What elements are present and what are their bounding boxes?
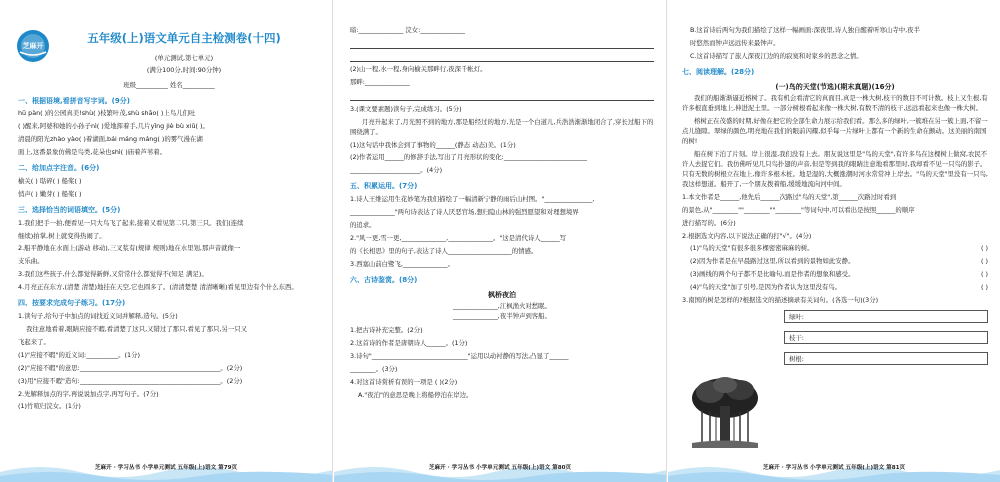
judge-blank[interactable]: ( ) bbox=[980, 270, 988, 279]
answer-box-roots[interactable] bbox=[784, 352, 988, 365]
answer-line[interactable]: (3)用"应接不暇"造句:____________________________________________。(2分) bbox=[18, 376, 243, 385]
reading-paragraph: 船在树下泊了片刻。岸上很湿,我们没有上去。朋友说这里是"鸟的天堂",有许多鸟在这棵树上做窝,农民不许人去捉它们。我仿佛听见几只鸟扑翅的声音,但是等到我的眼睛注意地看那里时,我却看不见一只鸟的影子。只有无数的树根立在地上,像许多根木桩。地是湿的,大概涨潮时河水常常冲上岸去。"鸟的天堂"里没有一只鸟,我这样想道。船开了,一个朋友拨着船,缓缓地流向河中间。 bbox=[682, 150, 988, 188]
pinyin-line[interactable]: hū pàn( )的公园真美!shù( )枝繁叶茂,shù shāo( )上鸟儿们吐 bbox=[18, 109, 196, 118]
answer-line[interactable]: (2)作者运用______的修辞手法,写出了月亮形状的变化:__________________________ bbox=[350, 153, 587, 162]
footer-text: 芝麻开 · 学习丛书 小学单元测试 五年级(上)语文 第79页 bbox=[94, 465, 238, 472]
answer-line[interactable]: 1.本文作者是______,他先后______次路过"鸟的天堂",第______次路过时看到 bbox=[682, 192, 897, 201]
class-name-field[interactable]: 班级__________ 姓名__________ bbox=[123, 80, 215, 89]
question-line[interactable]: 4.对这首诗赏析有误的一项是 ( )(2分) bbox=[350, 377, 458, 386]
choice-line[interactable]: 3.我们这些孩子,什么都觉得新鲜,又常常什么都觉得不(知足 满足)。 bbox=[18, 270, 208, 279]
judge-item[interactable] bbox=[682, 283, 988, 293]
choice-line[interactable]: 2.船平静地在水面上(游动 移动),三叉浆有(规律 规则)地在水里划,那声音就像一 bbox=[18, 244, 241, 253]
judge-text: (4)"鸟的天堂"加了引号,是因为作者认为这里没有鸟。 bbox=[690, 283, 842, 292]
judge-item[interactable] bbox=[682, 270, 988, 280]
section-7-heading: 七、阅读理解。(28分) bbox=[682, 67, 755, 76]
poem-line[interactable]: ______________,江枫渔火对愁眠。 bbox=[453, 302, 551, 311]
reading-passage: 月亮升起来了,月光照不到的地方,那是船经过的地方,光是一个白道儿,兵浩浩渐渐地闭合了,穿长过船下的围绕满了。 bbox=[350, 117, 654, 136]
question-line: 1.读句子,给句子中加点的词找近义词并解释,造句。(5分) bbox=[18, 312, 178, 321]
answer-line[interactable]: ______________"两句诗表达了诗人厌恶官场,想归隐山林的强烈愿望和对理想境界 bbox=[350, 208, 579, 217]
judge-item[interactable] bbox=[682, 257, 988, 267]
score-time: (满分100分,时间:90分钟) bbox=[146, 65, 222, 74]
unit-subtitle: (单元测试,第七单元) bbox=[154, 53, 214, 62]
choice-line[interactable]: 继续)拍掌,树上就变得热闹了。 bbox=[18, 231, 106, 240]
question-line: 飞起来了。 bbox=[18, 337, 50, 346]
answer-line[interactable]: (2)"应接不暇"的意思:____________________________________________。(2分) bbox=[18, 363, 243, 372]
answer-line[interactable]: 的《长相思》里的句子,表达了诗人____________________的情感。 bbox=[350, 246, 538, 255]
phonetic-line[interactable]: 悄声( ) 嫩芽( ) 船桨( ) bbox=[18, 189, 82, 198]
phonetic-line[interactable]: 榆关( ) 聒碎( ) 船桨( ) bbox=[18, 176, 82, 185]
section-3-heading: 三、选择恰当的词语填空。(5分) bbox=[18, 205, 121, 214]
judge-item[interactable] bbox=[682, 244, 988, 254]
answer-rule[interactable] bbox=[350, 52, 654, 62]
box-label: 树根: bbox=[789, 355, 804, 364]
section-6-heading: 六、古诗鉴赏。(8分) bbox=[350, 275, 418, 284]
answer-line[interactable]: ______________________。(4分) bbox=[350, 166, 443, 175]
footer-text: 芝麻开 · 学习丛书 小学单元测试 五年级(上)语文 第80页 bbox=[428, 465, 572, 472]
option-line: C.这首诗描写了旅人深夜江边的的寂寞和对家乡的思念之情。 bbox=[690, 51, 863, 60]
box-label: 枝干: bbox=[789, 334, 804, 343]
page-title: 五年级(上)语文单元自主检测卷(十四) bbox=[87, 31, 281, 45]
section-4-heading: 四、按要求完成句子练习。(17分) bbox=[18, 299, 126, 308]
answer-line[interactable]: 3.西塞山前白鹭飞,______________。 bbox=[350, 259, 454, 268]
pinyin-line[interactable]: ( )醒来,阿婆和她的小孙子nì( )爱地挥着手,几片yǐng jiè bù xiǔ( )。 bbox=[18, 122, 209, 131]
choice-line[interactable]: 1.我们把手一拍,便看见一只大鸟飞了起来,接着又看见第二只,第三只。我们(连续 bbox=[18, 218, 244, 227]
page-footer bbox=[668, 452, 1000, 482]
answer-rule[interactable] bbox=[350, 39, 654, 49]
judge-blank[interactable]: ( ) bbox=[980, 257, 988, 266]
answer-line[interactable]: 2.这首诗的作者是唐朝诗人______。(1分) bbox=[350, 339, 468, 348]
question-line: 我往意地看着,眼睛应接不暇,看清楚了这只,又错过了那只,看见了那只,另一只又 bbox=[26, 324, 248, 333]
option-line: A."夜泊"的意思是晚上将船停泊在岸边。 bbox=[358, 390, 473, 399]
answer-line[interactable]: 的景色,从"________""________""________"等词句中,可以看出是按照______的顺序 bbox=[682, 205, 915, 214]
judge-text: (3)画线的两个句子都不是比喻句,而是作者的想象和感受。 bbox=[690, 270, 855, 279]
page-footer bbox=[0, 452, 332, 482]
question-line: (1)竹喧归浣女。(1分) bbox=[18, 402, 81, 411]
option-line: B.这首诗后两句为我们描绘了这样一幅画面:深夜里,诗人独自醒着听寒山寺中,夜半 bbox=[690, 26, 920, 34]
banyan-tree-icon bbox=[690, 376, 760, 448]
answer-line[interactable]: (1)"应接不暇"的近义词:__________。(1分) bbox=[18, 350, 140, 359]
choice-line[interactable]: 4.月亮正在东方,(清楚 清楚)地挂在天空,它也圆多了。(清清楚楚 清清晰晰)看见里边有个什么东西。 bbox=[18, 283, 298, 292]
choice-line[interactable]: 支乐曲。 bbox=[18, 257, 44, 266]
reading-title: (一)鸟的天堂(节选)(期末真题)(16分) bbox=[775, 82, 895, 91]
question-line: 2.先解释加点的字,再说说加点字,再写句子。(7分) bbox=[18, 389, 159, 398]
reading-paragraph: 我们的船渐渐逼近榕树了。我有机会看清它的真面目,真是一株大树,枝干的数目不可计数。枝上又生根,有许多根直垂到地上,伸进泥土里。一部分树根看起来像一株大树,有数不清的枝干,远远看起来也像一株大树。 bbox=[682, 94, 988, 113]
box-label: 绿叶: bbox=[789, 313, 804, 322]
reading-paragraph: 榕树正在茂盛的时期,好像在把它的全部生命力展示给我们看。那么多的绿叶,一簇堆在另一簇上面,不留一点儿缝隙。翠绿的颜色,明亮地在我们的眼前闪耀,似乎每一片绿叶上都有一个新的生命在颤动。这美丽的南国的树! bbox=[682, 117, 988, 146]
answer-line[interactable]: (1)这句话中我体会到了事物的______(静态 动态)美。(1分) bbox=[350, 140, 516, 149]
section-2-heading: 二、给加点字注音。(6分) bbox=[18, 164, 100, 173]
answer-line[interactable]: 那畔:______________ bbox=[350, 77, 410, 86]
answer-line[interactable]: 3.诗句"______________________________"运用以动衬静的写法,凸显了______ bbox=[350, 352, 569, 361]
answer-line[interactable]: ________。(3分) bbox=[350, 364, 398, 373]
question-line: 3.南国的树是怎样的?根据选文的描述摘录有关词句。(各选一句)(3分) bbox=[682, 296, 879, 305]
answer-line: 进行描写的。(6分) bbox=[682, 218, 736, 227]
pinyin-line[interactable]: 面上,这番景象仿佛是鸟类,花朵也shì( )庙着芦苇着。 bbox=[18, 148, 167, 157]
logo-icon bbox=[14, 28, 52, 64]
judge-text: (2)因为作者是在早晨路过这里,所以看到的景物如此安静。 bbox=[690, 257, 855, 266]
poem-line: (2)山一程,水一程,身向榆关那畔行,夜深千帐灯。 bbox=[350, 64, 487, 73]
question-heading: 3.(课文要素题)读句子,完成练习。(5分) bbox=[350, 104, 462, 113]
answer-line[interactable]: 2."风一更,雪一更,______________,______________。"这是清代诗人______写 bbox=[350, 233, 567, 242]
judge-blank[interactable]: ( ) bbox=[980, 244, 988, 253]
page-footer bbox=[334, 452, 666, 482]
poem-line[interactable]: ______________,夜半钟声到客船。 bbox=[453, 312, 551, 321]
question-line: 1.把古诗补充完整。(2分) bbox=[350, 326, 423, 335]
page-80 bbox=[334, 0, 667, 482]
answer-line[interactable]: 暗:______________ 浣女:______________ bbox=[350, 26, 465, 34]
judge-text: (1)"鸟的天堂"有很多很多棵密密麻麻的树。 bbox=[690, 244, 814, 253]
section-5-heading: 五、积累运用。(7分) bbox=[350, 182, 418, 191]
page-79 bbox=[0, 0, 333, 482]
answer-rule[interactable] bbox=[350, 91, 654, 101]
poem-title: 枫桥夜泊 bbox=[488, 290, 516, 299]
option-line: 时悠然而钟声远远传来最钟声。 bbox=[690, 38, 780, 47]
logo-text: 芝麻开 bbox=[22, 42, 44, 50]
answer-box-branches[interactable] bbox=[784, 331, 988, 344]
answer-box-leaves[interactable] bbox=[784, 310, 988, 323]
answer-line: 的追求。 bbox=[350, 220, 376, 229]
section-1-heading: 一、根据语境,看拼音写字词。(9分) bbox=[18, 96, 130, 105]
footer-text: 芝麻开 · 学习丛书 小学单元测试 五年级(上)语文 第81页 bbox=[762, 465, 906, 472]
pinyin-line[interactable]: 清晨的阳光zhào yào( )着湖面,bái máng máng( )的雾气漫在湖 bbox=[18, 135, 203, 144]
answer-line[interactable]: 1.诗人王维运用生花妙笔为我们描绘了一幅清新宁静的雨后山村图。"_______________, bbox=[350, 195, 595, 204]
judge-blank[interactable]: ( ) bbox=[980, 283, 988, 292]
question-line: 2.根据选文内容,以下说法正确的打"√"。(4分) bbox=[682, 231, 812, 240]
